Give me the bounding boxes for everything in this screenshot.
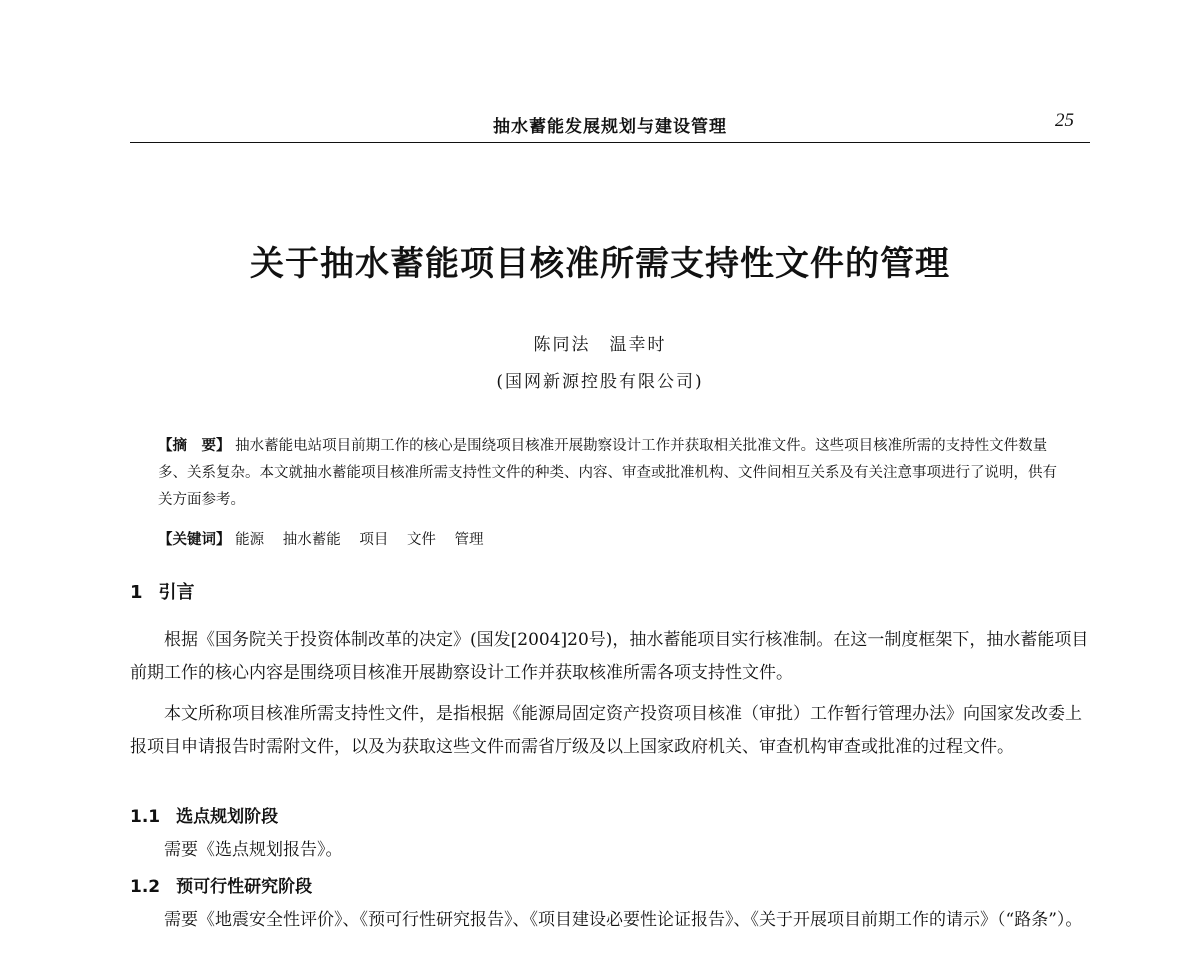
paragraph: 根据《国务院关于投资体制改革的决定》(国发[2004]20号)，抽水蓄能项目实行核准制。在这一制度框架下，抽水蓄能项目前期工作的核心内容是围绕项目核准开展勘察设计工作并获取核准所需各项支持性文件。 (130, 630, 1089, 683)
keyword-item: 抽水蓄能 (282, 532, 341, 548)
abstract-block (158, 432, 1058, 514)
running-title: 抽水蓄能发展规划与建设管理 (493, 117, 727, 137)
keyword-item: 项目 (359, 532, 389, 548)
subsection-heading (130, 872, 312, 897)
abstract-label: 【摘 要】 (158, 437, 231, 454)
subsection-title: 选点规划阶段 (176, 807, 279, 827)
subsection-title: 预可行性研究阶段 (176, 877, 313, 897)
subsection-number: 1.2 (130, 877, 161, 897)
article-affiliation: (国网新源控股有限公司) (496, 372, 704, 392)
section-heading (130, 578, 195, 604)
keyword-item: 能源 (235, 532, 265, 548)
keyword-item: 管理 (454, 532, 484, 548)
keyword-item: 文件 (406, 532, 436, 548)
keywords-block (158, 528, 1058, 549)
running-header (130, 110, 1090, 140)
keywords-label: 【关键词】 (158, 531, 231, 548)
paragraph: 需要《选点规划报告》。 (164, 840, 343, 860)
article-authors: 陈同法 温幸时 (533, 335, 667, 355)
abstract-text: 抽水蓄能电站项目前期工作的核心是围绕项目核准开展勘察设计工作并获取相关批准文件。这些项目核准所需的支持性文件数量多、关系复杂。本文就抽水蓄能项目核准所需支持性文件的种类、内容、审查或批准机构、文件间相互关系及有关注意事项进行了说明，供有关方面参考。 (158, 438, 1057, 508)
header-divider (130, 142, 1090, 143)
page-number: 25 (1055, 110, 1074, 131)
article-title: 关于抽水蓄能项目核准所需支持性文件的管理 (250, 244, 950, 284)
paragraph: 本文所称项目核准所需支持性文件，是指根据《能源局固定资产投资项目核准（审批）工作暂行管理办法》向国家发改委上报项目申请报告时需附文件，以及为获取这些文件而需省厅级及以上国家政府机关、审查机构审查或批准的过程文件。 (130, 704, 1082, 757)
subsection-heading (130, 802, 278, 827)
paragraph: 需要《地震安全性评价》、《预可行性研究报告》、《项目建设必要性论证报告》、《关于开展项目前期工作的请示》（“路条”）。 (164, 910, 1083, 930)
subsection-number: 1.1 (130, 807, 161, 827)
section-number: 1 (130, 582, 143, 603)
section-title: 引言 (158, 582, 195, 603)
